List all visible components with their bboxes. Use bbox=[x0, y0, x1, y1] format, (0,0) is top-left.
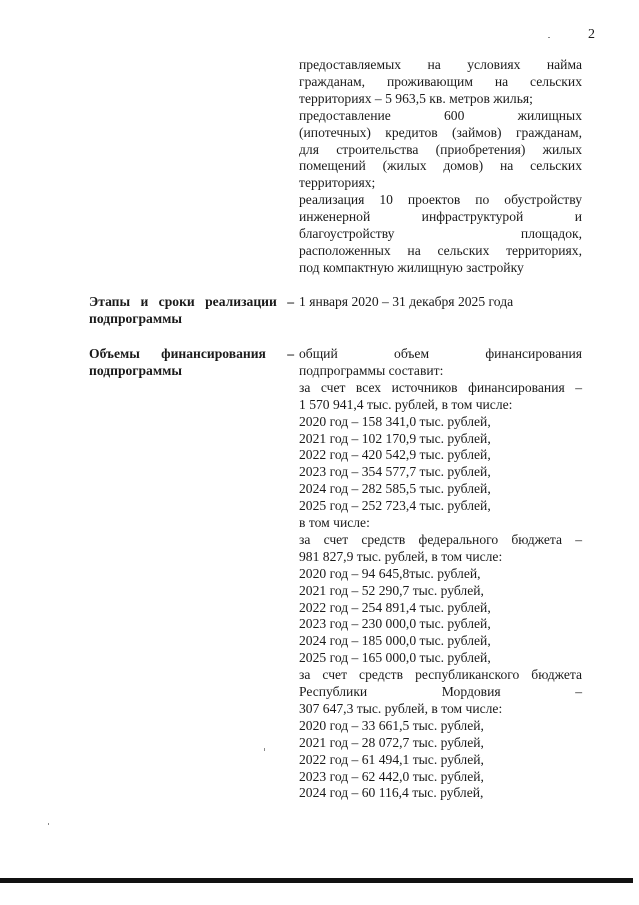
financing-line: 2021 год – 52 290,7 тыс. рублей, bbox=[299, 582, 484, 598]
financing-line: 2025 год – 252 723,4 тыс. рублей, bbox=[299, 498, 491, 514]
financing-line: Республики Мордовия – bbox=[299, 684, 582, 699]
stages-label bbox=[89, 294, 294, 311]
financing-label-line1: Объемы финансирования – bbox=[89, 346, 294, 361]
text-line: для строительства (приобретения) жилых bbox=[299, 141, 582, 157]
stages-label-line2: подпрограммы bbox=[89, 311, 182, 326]
financing-line: 2024 год – 185 000,0 тыс. рублей, bbox=[299, 633, 491, 649]
text-line: реализация 10 проектов по обустройству bbox=[299, 192, 582, 208]
financing-line: 2025 год – 165 000,0 тыс. рублей, bbox=[299, 650, 491, 666]
text-line: инженерной инфраструктурой и bbox=[299, 209, 582, 225]
financing-line: 2022 год – 420 542,9 тыс. рублей, bbox=[299, 447, 491, 463]
text-line: благоустройству площадок, bbox=[299, 226, 582, 241]
scan-speck bbox=[548, 37, 550, 38]
stages-label-line1: Этапы и сроки реализации – bbox=[89, 294, 294, 309]
financing-line: 2024 год – 282 585,5 тыс. рублей, bbox=[299, 481, 491, 497]
financing-line: 2023 год – 354 577,7 тыс. рублей, bbox=[299, 464, 491, 480]
text-line: под компактную жилищную застройку bbox=[299, 259, 524, 275]
scan-speck bbox=[264, 748, 265, 751]
financing-line: за счет всех источников финансирования – bbox=[299, 379, 582, 395]
financing-line: 2020 год – 94 645,8тыс. рублей, bbox=[299, 565, 481, 581]
financing-line: подпрограммы составит: bbox=[299, 362, 444, 378]
financing-line: в том числе: bbox=[299, 515, 370, 530]
financing-line: за счет средств республиканского бюджета bbox=[299, 667, 582, 683]
financing-line: 2020 год – 33 661,5 тыс. рублей, bbox=[299, 717, 484, 733]
financing-line: 2020 год – 158 341,0 тыс. рублей, bbox=[299, 413, 491, 429]
text-line: гражданам, проживающим на сельских bbox=[299, 73, 582, 89]
financing-line: 307 647,3 тыс. рублей, в том числе: bbox=[299, 700, 503, 716]
financing-line: за счет средств федерального бюджета – bbox=[299, 531, 582, 547]
financing-line: 2024 год – 60 116,4 тыс. рублей, bbox=[299, 785, 484, 801]
text-line: расположенных на сельских территориях, bbox=[299, 242, 582, 258]
financing-line: 2022 год – 254 891,4 тыс. рублей, bbox=[299, 599, 491, 615]
financing-label-line2: подпрограммы bbox=[89, 363, 182, 378]
financing-line: 2023 год – 62 442,0 тыс. рублей, bbox=[299, 768, 484, 784]
financing-line: 2023 год – 230 000,0 тыс. рублей, bbox=[299, 616, 491, 632]
scan-speck bbox=[48, 823, 49, 825]
text-line: помещений (жилых домов) на сельских bbox=[299, 158, 582, 174]
financing-line: 981 827,9 тыс. рублей, в том числе: bbox=[299, 548, 503, 564]
financing-line: 1 570 941,4 тыс. рублей, в том числе: bbox=[299, 396, 513, 412]
financing-line: 2021 год – 102 170,9 тыс. рублей, bbox=[299, 430, 491, 446]
text-line: территориях; bbox=[299, 175, 376, 191]
page-number: 2 bbox=[588, 27, 595, 42]
financing-line: общий объем финансирования bbox=[299, 346, 582, 361]
financing-label bbox=[89, 346, 294, 363]
scan-edge-bar bbox=[0, 878, 633, 883]
text-line: территориях – 5 963,5 кв. метров жилья; bbox=[299, 90, 533, 106]
text-line: предоставление 600 жилищных bbox=[299, 107, 582, 123]
stages-value: 1 января 2020 – 31 декабря 2025 года bbox=[299, 294, 514, 309]
financing-line: 2021 год – 28 072,7 тыс. рублей, bbox=[299, 734, 484, 750]
text-line: предоставляемых на условиях найма bbox=[299, 57, 582, 72]
text-line: (ипотечных) кредитов (займов) гражданам, bbox=[299, 124, 582, 140]
financing-line: 2022 год – 61 494,1 тыс. рублей, bbox=[299, 751, 484, 767]
